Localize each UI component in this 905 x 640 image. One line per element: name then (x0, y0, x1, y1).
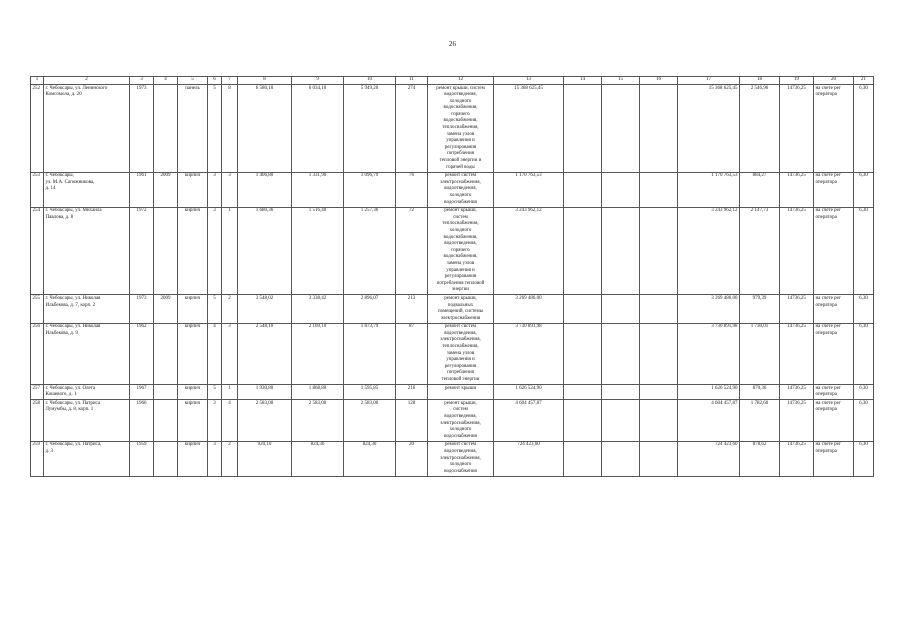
rate-cell: 6,30 (854, 295, 874, 323)
empty-cell (602, 172, 640, 207)
address-cell: г. Чебоксары, ул. Олега Кошевого, д. 1 (44, 385, 130, 400)
address-cell: г. Чебоксары, ул. М.А. Сапожникова, д. 14 (44, 172, 130, 207)
rate-cell: 6,30 (854, 172, 874, 207)
floors-cell: 5 (208, 295, 222, 323)
rate-cell: 6,30 (854, 385, 874, 400)
empty-cell (564, 172, 602, 207)
column-number: 20 (814, 77, 854, 85)
year-built-cell: 1962 (130, 323, 154, 384)
empty-cell (602, 400, 640, 442)
wall-material-cell: кирпич (178, 441, 208, 476)
limit-per-m2-cell: 14736,25 (780, 400, 814, 442)
residential-area-cell: 5 949,20 (344, 85, 396, 173)
year-reconstructed-cell (154, 85, 178, 173)
wall-material-cell: панель (178, 85, 208, 173)
total-cost-cell: 1 170 763,53 (494, 172, 564, 207)
column-number: 16 (640, 77, 678, 85)
total-area-cell: 920,10 (238, 441, 292, 476)
total-cost-cell: 3 730 891,98 (494, 323, 564, 384)
total-cost-cell: 724 423,60 (494, 441, 564, 476)
limit-per-m2-cell: 14736,25 (780, 385, 814, 400)
fund-cost-cell: 1 626 524,90 (678, 385, 740, 400)
column-number: 17 (678, 77, 740, 85)
residential-area-cell: 824,30 (344, 441, 396, 476)
empty-cell (602, 295, 640, 323)
table-row (31, 295, 874, 323)
rate-cell: 6,30 (854, 323, 874, 384)
premises-area-cell: 2 583,00 (292, 400, 344, 442)
column-number: 8 (238, 77, 292, 85)
rate-cell: 6,30 (854, 400, 874, 442)
column-number: 10 (344, 77, 396, 85)
column-number: 9 (292, 77, 344, 85)
fund-method-cell: на счете рег оператора (814, 441, 854, 476)
year-built-cell: 1972 (130, 207, 154, 295)
total-area-cell: 1 680,36 (238, 207, 292, 295)
works-cell: ремонт крыши, систем водоотведения, электроснабжения, холодного водоснабжения (428, 400, 494, 442)
empty-cell (640, 323, 678, 384)
empty-cell (564, 385, 602, 400)
repair-program-table (30, 76, 874, 477)
cost-per-m2-cell: 878,62 (740, 441, 780, 476)
rate-cell: 6,30 (854, 207, 874, 295)
empty-cell (564, 400, 602, 442)
wall-material-cell: кирпич (178, 400, 208, 442)
limit-per-m2-cell: 14736,25 (780, 323, 814, 384)
column-number: 6 (208, 77, 222, 85)
residents-cell: 128 (396, 400, 428, 442)
table-row (31, 85, 874, 173)
residents-cell: 216 (396, 385, 428, 400)
fund-method-cell: на счете рег оператора (814, 295, 854, 323)
address-cell: г. Чебоксары, ул. Ленинского Комсомола, д. 20 (44, 85, 130, 173)
entrances-cell: 1 (222, 207, 238, 295)
row-number: 252 (31, 85, 44, 173)
entrances-cell: 1 (222, 385, 238, 400)
fund-cost-cell: 4 604 457,87 (678, 400, 740, 442)
wall-material-cell: кирпич (178, 295, 208, 323)
works-cell: ремонт крыши (428, 385, 494, 400)
total-cost-cell: 3 243 962,12 (494, 207, 564, 295)
year-reconstructed-cell (154, 207, 178, 295)
wall-material-cell: кирпич (178, 207, 208, 295)
residential-area-cell: 1 096,79 (344, 172, 396, 207)
floors-cell: 3 (208, 441, 222, 476)
total-area-cell: 1 930,80 (238, 385, 292, 400)
column-number: 1 (31, 77, 44, 85)
page-number: 26 (449, 40, 456, 48)
row-number: 258 (31, 400, 44, 442)
limit-per-m2-cell: 14736,25 (780, 207, 814, 295)
total-cost-cell: 1 626 524,90 (494, 385, 564, 400)
row-number: 256 (31, 323, 44, 384)
column-number: 3 (130, 77, 154, 85)
column-number: 11 (396, 77, 428, 85)
premises-area-cell: 6 034,10 (292, 85, 344, 173)
column-number: 14 (564, 77, 602, 85)
empty-cell (564, 295, 602, 323)
column-number: 18 (740, 77, 780, 85)
row-number: 259 (31, 441, 44, 476)
works-cell: ремонт крыши, систем теплоснабжения, холодного водоснабжения, водоотведения, горячего водоснабжения, замена узлов управления и регулирования потребления тепловой энергии (428, 207, 494, 295)
empty-cell (640, 85, 678, 173)
empty-cell (602, 85, 640, 173)
cost-per-m2-cell: 2 546,96 (740, 85, 780, 173)
fund-method-cell: на счете рег оператора (814, 385, 854, 400)
empty-cell (640, 441, 678, 476)
address-cell: г. Чебоксары, ул. Патриса, д. 3 (44, 441, 130, 476)
limit-per-m2-cell: 14736,25 (780, 172, 814, 207)
table-row (31, 400, 874, 442)
entrances-cell: 4 (222, 400, 238, 442)
fund-cost-cell: 3 243 962,12 (678, 207, 740, 295)
empty-cell (640, 207, 678, 295)
fund-cost-cell: 15 368 625,45 (678, 85, 740, 173)
year-built-cell: 1959 (130, 441, 154, 476)
fund-cost-cell: 3 730 891,98 (678, 323, 740, 384)
table-row (31, 323, 874, 384)
table-row (31, 385, 874, 400)
premises-area-cell: 2 169,10 (292, 323, 344, 384)
year-reconstructed-cell (154, 323, 178, 384)
year-built-cell: 1973 (130, 295, 154, 323)
total-cost-cell: 3 269 486,00 (494, 295, 564, 323)
cost-per-m2-cell: 884,27 (740, 172, 780, 207)
total-cost-cell: 15 368 625,45 (494, 85, 564, 173)
empty-cell (602, 207, 640, 295)
works-cell: ремонт крыши, систем водоотведения, холодного водоснабжения, горячего водоснабжения, теплоснабжения, замена узлов управления и регулирования потребления тепловой энергии и горячей воды (428, 85, 494, 173)
floors-cell: 5 (208, 85, 222, 173)
empty-cell (640, 385, 678, 400)
entrances-cell: 8 (222, 85, 238, 173)
cost-per-m2-cell: 1 730,01 (740, 323, 780, 384)
empty-cell (602, 323, 640, 384)
residential-area-cell: 1 595,85 (344, 385, 396, 400)
column-number: 12 (428, 77, 494, 85)
row-number: 257 (31, 385, 44, 400)
cost-per-m2-cell: 979,39 (740, 295, 780, 323)
fund-method-cell: на счете рег оператора (814, 323, 854, 384)
empty-cell (564, 85, 602, 173)
row-number: 254 (31, 207, 44, 295)
residents-cell: 213 (396, 295, 428, 323)
empty-cell (564, 441, 602, 476)
column-number: 5 (178, 77, 208, 85)
year-reconstructed-cell (154, 441, 178, 476)
residential-area-cell: 1 873,79 (344, 323, 396, 384)
floors-cell: 4 (208, 323, 222, 384)
table-row (31, 441, 874, 476)
premises-area-cell: 824,30 (292, 441, 344, 476)
year-reconstructed-cell: 2009 (154, 172, 178, 207)
residential-area-cell: 2 583,00 (344, 400, 396, 442)
empty-cell (640, 400, 678, 442)
column-number: 4 (154, 77, 178, 85)
total-area-cell: 2 548,10 (238, 323, 292, 384)
cost-per-m2-cell: 1 782,60 (740, 400, 780, 442)
address-cell: г. Чебоксары, ул. Михаила Павлова, д. 8 (44, 207, 130, 295)
floors-cell: 5 (208, 385, 222, 400)
column-number: 7 (222, 77, 238, 85)
column-number: 19 (780, 77, 814, 85)
works-cell: ремонт систем водоотведения, электроснабжения, холодного водоснабжения (428, 441, 494, 476)
residents-cell: 87 (396, 323, 428, 384)
row-number: 255 (31, 295, 44, 323)
address-cell: г. Чебоксары, ул. Николая Ильбекова, д. 9 (44, 323, 130, 384)
year-built-cell: 1973 (130, 85, 154, 173)
address-cell: г. Чебоксары, ул. Патриса Лумумбы, д. 8, корп. 1 (44, 400, 130, 442)
rate-cell: 6,30 (854, 441, 874, 476)
residents-cell: 274 (396, 85, 428, 173)
wall-material-cell: кирпич (178, 172, 208, 207)
wall-material-cell: кирпич (178, 323, 208, 384)
premises-area-cell: 1 868,80 (292, 385, 344, 400)
residential-area-cell: 1 257,36 (344, 207, 396, 295)
year-reconstructed-cell (154, 385, 178, 400)
total-area-cell: 6 580,10 (238, 85, 292, 173)
entrances-cell: 2 (222, 295, 238, 323)
column-number: 2 (44, 77, 130, 85)
column-number-row (31, 77, 874, 85)
total-area-cell: 3 548,02 (238, 295, 292, 323)
year-reconstructed-cell (154, 400, 178, 442)
fund-cost-cell: 724 423,60 (678, 441, 740, 476)
cost-per-m2-cell: 2 147,73 (740, 207, 780, 295)
works-cell: ремонт систем водоотведения, электроснабжения, теплоснабжения, замена узлов управления и регулирования потребления тепловой энергии (428, 323, 494, 384)
row-number: 253 (31, 172, 44, 207)
table-row (31, 172, 874, 207)
year-reconstructed-cell: 2009 (154, 295, 178, 323)
total-area-cell: 1 406,80 (238, 172, 292, 207)
address-cell: г. Чебоксары, ул. Николая Ильбекова, д. 7, корп. 2 (44, 295, 130, 323)
column-number: 15 (602, 77, 640, 85)
entrances-cell: 2 (222, 441, 238, 476)
fund-method-cell: на счете рег оператора (814, 172, 854, 207)
year-built-cell: 1961 (130, 172, 154, 207)
table-row (31, 207, 874, 295)
floors-cell: 3 (208, 400, 222, 442)
works-cell: ремонт систем электроснабжения, водоотведения, холодного водоснабжения (428, 172, 494, 207)
total-cost-cell: 4 604 457,87 (494, 400, 564, 442)
premises-area-cell: 1 516,40 (292, 207, 344, 295)
limit-per-m2-cell: 14736,25 (780, 85, 814, 173)
limit-per-m2-cell: 14736,25 (780, 441, 814, 476)
residents-cell: 20 (396, 441, 428, 476)
fund-cost-cell: 3 269 486,00 (678, 295, 740, 323)
limit-per-m2-cell: 14736,25 (780, 295, 814, 323)
fund-cost-cell: 1 170 763,53 (678, 172, 740, 207)
premises-area-cell: 3 338,42 (292, 295, 344, 323)
year-built-cell: 1966 (130, 400, 154, 442)
floors-cell: 3 (208, 172, 222, 207)
year-built-cell: 1967 (130, 385, 154, 400)
empty-cell (602, 441, 640, 476)
residential-area-cell: 2 896,07 (344, 295, 396, 323)
column-number: 13 (494, 77, 564, 85)
wall-material-cell: кирпич (178, 385, 208, 400)
empty-cell (640, 295, 678, 323)
empty-cell (602, 385, 640, 400)
fund-method-cell: на счете рег оператора (814, 85, 854, 173)
residents-cell: 72 (396, 207, 428, 295)
empty-cell (640, 172, 678, 207)
floors-cell: 3 (208, 207, 222, 295)
cost-per-m2-cell: 870,36 (740, 385, 780, 400)
premises-area-cell: 1 331,90 (292, 172, 344, 207)
fund-method-cell: на счете рег оператора (814, 207, 854, 295)
rate-cell: 6,30 (854, 85, 874, 173)
column-number: 21 (854, 77, 874, 85)
total-area-cell: 2 583,00 (238, 400, 292, 442)
residents-cell: 76 (396, 172, 428, 207)
fund-method-cell: на счете рег оператора (814, 400, 854, 442)
entrances-cell: 3 (222, 172, 238, 207)
entrances-cell: 3 (222, 323, 238, 384)
empty-cell (564, 323, 602, 384)
empty-cell (564, 207, 602, 295)
works-cell: ремонт крыши, подвальных помещений, системы электроснабжения (428, 295, 494, 323)
